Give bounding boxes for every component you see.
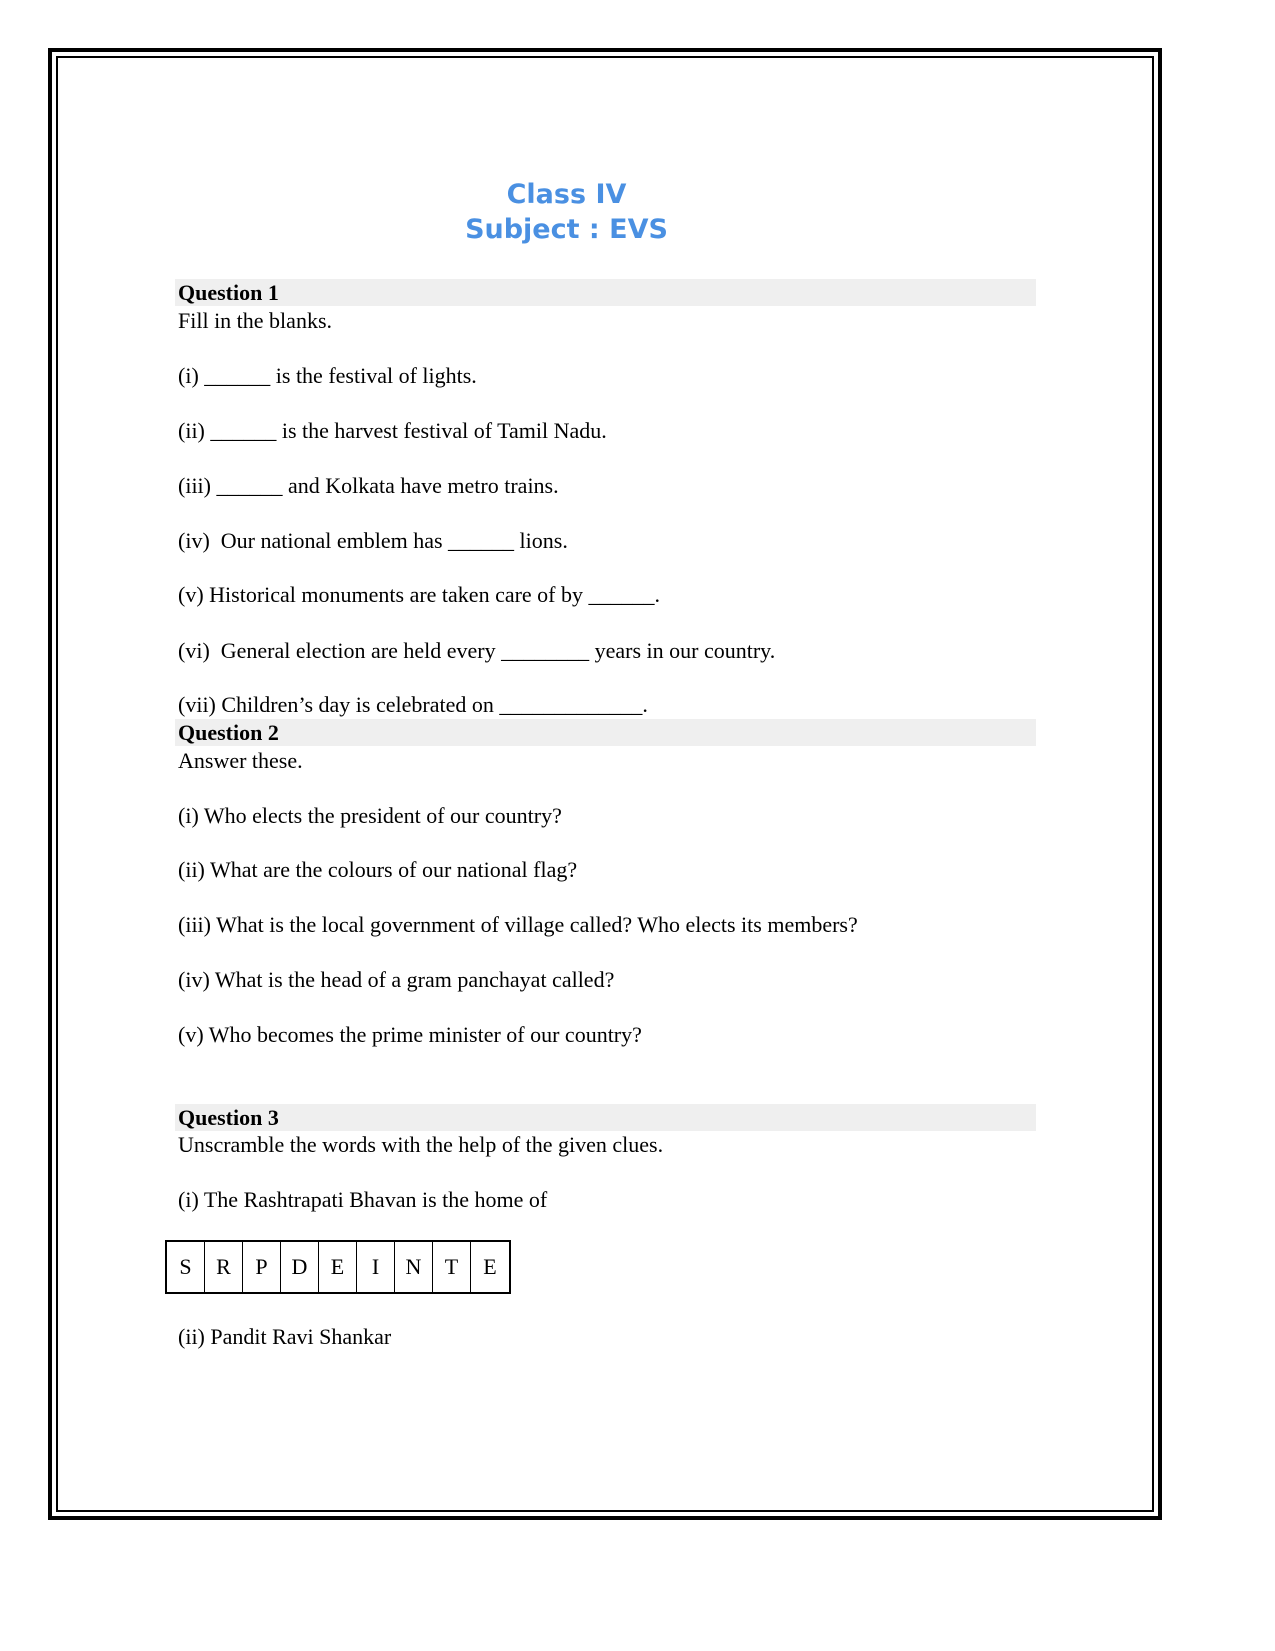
q2-item-1: (i) Who elects the president of our country? xyxy=(178,803,562,828)
q3-item-1: (i) The Rashtrapati Bhavan is the home of xyxy=(178,1187,548,1212)
scrambled-letter-boxes xyxy=(165,1240,511,1294)
letter-box: P xyxy=(243,1242,281,1292)
q1-item-4: (iv) Our national emblem has ______ lions. xyxy=(178,528,568,553)
letter-box: T xyxy=(433,1242,471,1292)
q1-item-5: (v) Historical monuments are taken care of by ______. xyxy=(178,582,661,607)
q1-item-7: (vii) Children’s day is celebrated on _____________. xyxy=(178,692,648,717)
q2-item-5: (v) Who becomes the prime minister of our country? xyxy=(178,1022,642,1047)
question-2-instruction: Answer these. xyxy=(178,748,303,773)
question-1-heading-bar xyxy=(175,279,1036,306)
letter-box: S xyxy=(167,1242,205,1292)
letter-box: E xyxy=(319,1242,357,1292)
question-1-heading: Question 1 xyxy=(178,280,279,305)
subject-title: Subject : EVS xyxy=(465,214,668,245)
question-3-instruction: Unscramble the words with the help of the given clues. xyxy=(178,1132,664,1157)
q2-item-3: (iii) What is the local government of village called? Who elects its members? xyxy=(178,912,858,937)
letter-box: N xyxy=(395,1242,433,1292)
letter-box: D xyxy=(281,1242,319,1292)
question-2-heading: Question 2 xyxy=(178,720,279,745)
letter-box: I xyxy=(357,1242,395,1292)
q3-item-2: (ii) Pandit Ravi Shankar xyxy=(178,1324,392,1349)
letter-box: R xyxy=(205,1242,243,1292)
question-2-heading-bar xyxy=(175,719,1036,746)
question-3-heading: Question 3 xyxy=(178,1105,279,1130)
q2-item-4: (iv) What is the head of a gram panchayat called? xyxy=(178,967,615,992)
q2-item-2: (ii) What are the colours of our national flag? xyxy=(178,857,578,882)
q1-item-2: (ii) ______ is the harvest festival of Tamil Nadu. xyxy=(178,418,607,443)
question-3-heading-bar xyxy=(175,1104,1036,1131)
q1-item-6: (vi) General election are held every ________ years in our country. xyxy=(178,638,776,663)
class-title: Class IV xyxy=(506,179,627,210)
q1-item-3: (iii) ______ and Kolkata have metro trains. xyxy=(178,473,559,498)
question-1-instruction: Fill in the blanks. xyxy=(178,308,332,333)
letter-box: E xyxy=(483,1254,497,1279)
q1-item-1: (i) ______ is the festival of lights. xyxy=(178,363,477,388)
